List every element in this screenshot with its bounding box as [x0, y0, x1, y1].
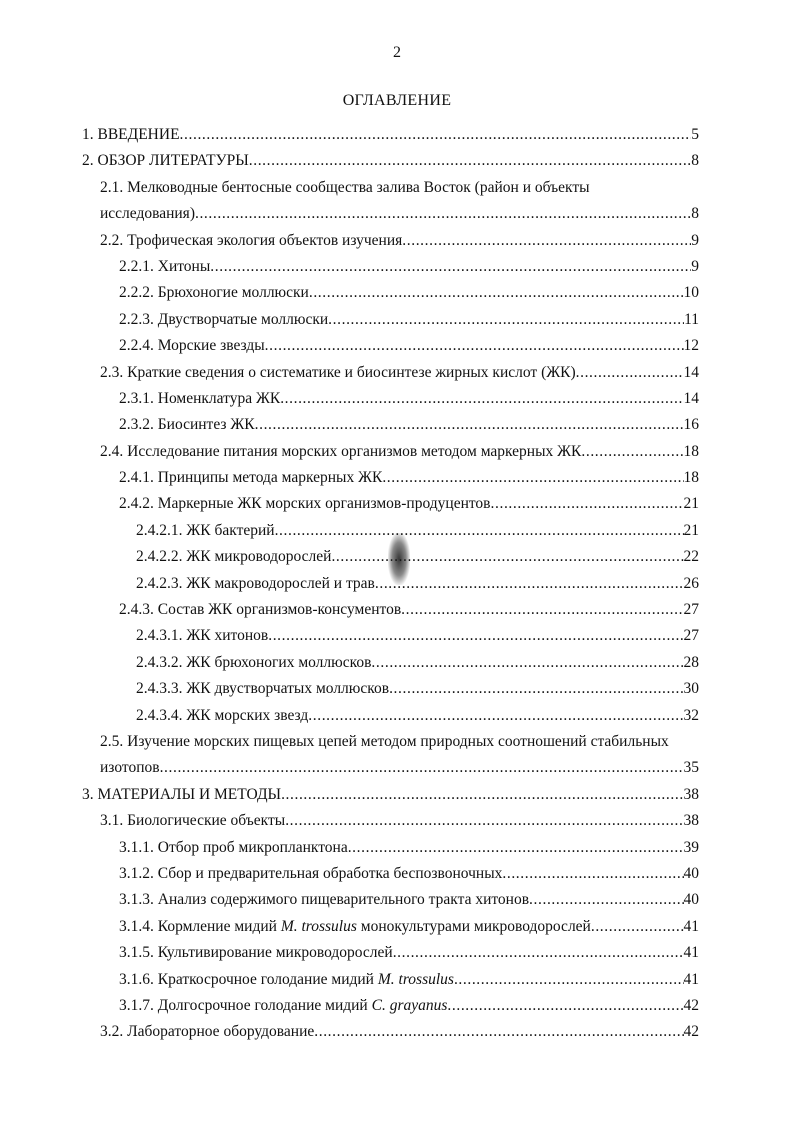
toc-entry[interactable] — [82, 623, 699, 649]
leader-dots — [348, 835, 684, 861]
toc-entry-text: 2.3.2. Биосинтез ЖК — [119, 416, 255, 434]
toc-entry-page: 27 — [683, 627, 699, 645]
toc-entry[interactable] — [82, 782, 699, 808]
toc-entry-page: 40 — [683, 864, 699, 882]
toc-entry[interactable] — [82, 544, 699, 570]
leader-dots — [375, 571, 684, 597]
toc-entry-page: 9 — [691, 231, 699, 249]
toc-entry-text: 2.3.1. Номенклатура ЖК — [119, 389, 281, 407]
toc-entry[interactable] — [82, 148, 699, 174]
toc-entry-text: 2.1. Мелководные бентосные сообщества залива Восток (район и объекты исследования) — [100, 178, 590, 223]
leader-dots — [491, 492, 684, 518]
toc-entry-page: 27 — [683, 601, 699, 619]
toc-entry-text: 3.1.5. Культивирование микроводорослей — [119, 944, 393, 962]
toc-entry-text: 2.4.2.3. ЖК макроводорослей и трав — [136, 574, 375, 592]
leader-dots — [529, 887, 683, 913]
toc-entry-text — [119, 993, 447, 1019]
toc-entry-text: 2. ОБЗОР ЛИТЕРАТУРЫ — [82, 152, 249, 170]
toc-entry-text: 2.4.2.1. ЖК бактерий — [136, 521, 275, 539]
toc-entry-text: 2.4.3. Состав ЖК организмов-консументов — [119, 601, 402, 619]
toc-entry-text: 2.5. Изучение морских пищевых цепей методом природных соотношений стабильных изотопов — [100, 733, 669, 777]
leader-dots — [454, 967, 684, 993]
toc-entry-text: 2.4.3.3. ЖК двустворчатых моллюсков — [136, 680, 390, 698]
toc-entry-text-part: монокультурами микроводорослей — [356, 917, 591, 935]
toc-entry-page: 9 — [691, 257, 699, 275]
toc-title: ОГЛАВЛЕНИЕ — [342, 92, 452, 109]
toc-entry[interactable] — [82, 861, 699, 887]
toc-entry-text: 2.2. Трофическая экология объектов изучения — [100, 231, 403, 249]
toc-entry-text: 3.1.1. Отбор проб микропланктона — [119, 838, 348, 856]
toc-entry-text: 2.4.3.2. ЖК брюхоногих моллюсков — [136, 653, 372, 671]
toc-entry[interactable] — [82, 703, 699, 729]
toc-entry[interactable] — [82, 1019, 699, 1045]
toc-entry[interactable] — [82, 122, 699, 148]
toc-entry-page: 38 — [683, 812, 699, 830]
toc-entry-text: 2.4.2. Маркерные ЖК морских организмов-продуцентов — [119, 495, 491, 513]
toc-entry[interactable] — [82, 835, 699, 861]
toc-entry-page: 41 — [683, 917, 699, 935]
toc-entry[interactable] — [82, 887, 699, 913]
toc-entry-text: 3. МАТЕРИАЛЫ И МЕТОДЫ — [82, 785, 282, 803]
leader-dots — [249, 148, 692, 174]
leader-dots — [309, 280, 684, 306]
leader-dots — [401, 597, 683, 623]
toc-entry[interactable] — [82, 492, 699, 518]
toc-entry[interactable] — [82, 360, 699, 386]
toc-entry[interactable] — [82, 967, 699, 993]
leader-dots — [314, 1019, 683, 1045]
toc-entry-page: 12 — [683, 337, 699, 355]
toc-entry-text: 2.4.2.2. ЖК микроводорослей — [136, 548, 332, 566]
toc-entry-page: 18 — [683, 469, 699, 487]
leader-dots — [280, 386, 683, 412]
toc-entry[interactable] — [82, 439, 699, 465]
toc-entry-text: 1. ВВЕДЕНИЕ — [82, 125, 180, 143]
leader-dots — [180, 122, 692, 148]
toc-entry-text: 2.4.1. Принципы метода маркерных ЖК — [119, 469, 383, 487]
toc-entry-page: 32 — [683, 706, 699, 724]
toc-entry-page: 42 — [683, 1023, 699, 1041]
toc-entry-page: 38 — [683, 785, 699, 803]
leader-dots — [581, 439, 683, 465]
page-number: 2 — [393, 44, 401, 61]
toc-entry[interactable] — [82, 254, 699, 280]
toc-entry-page: 18 — [683, 442, 699, 460]
toc-entry-page: 21 — [683, 521, 699, 539]
toc-entry-page: 35 — [683, 759, 699, 777]
toc-entry[interactable] — [82, 228, 699, 254]
toc-entry-page: 41 — [683, 970, 699, 988]
leader-dots — [576, 360, 684, 386]
toc-entry[interactable] — [82, 465, 699, 491]
toc-entry[interactable] — [82, 993, 699, 1019]
toc-entry-page: 28 — [683, 653, 699, 671]
toc-entry-page: 8 — [691, 152, 699, 170]
toc-entry[interactable] — [82, 333, 699, 359]
species-name: M. trossulus — [280, 917, 357, 935]
leader-dots — [265, 333, 684, 359]
leader-dots — [328, 307, 684, 333]
species-name: M. trossulus — [377, 970, 454, 988]
toc-entry-page: 42 — [683, 996, 699, 1014]
leader-dots — [210, 254, 691, 280]
toc-entry-page: 21 — [683, 495, 699, 513]
leader-dots — [393, 940, 684, 966]
leader-dots — [591, 914, 684, 940]
toc-entry-page: 16 — [683, 416, 699, 434]
toc-entry-page: 14 — [683, 389, 699, 407]
toc-entry-page: 10 — [683, 284, 699, 302]
toc-entry-text: 2.4.3.1. ЖК хитонов — [136, 627, 269, 645]
leader-dots — [268, 623, 683, 649]
toc-entry-text-part: 3.1.7. Долгосрочное голодание мидий — [119, 996, 372, 1014]
toc-entry[interactable] — [82, 650, 699, 676]
toc-entry-text: 3.1.2. Сбор и предварительная обработка беспозвоночных — [119, 864, 503, 882]
toc-entry[interactable] — [82, 175, 699, 228]
leader-dots — [402, 228, 691, 254]
toc-entry[interactable] — [82, 280, 699, 306]
leader-dots — [502, 861, 683, 887]
toc-entry-text: 2.2.4. Морские звезды — [119, 337, 265, 355]
toc-entry-page: 39 — [683, 838, 699, 856]
leader-dots — [371, 650, 683, 676]
toc-entry[interactable] — [82, 729, 699, 782]
toc-entry-page: 22 — [683, 548, 699, 566]
toc-entry[interactable] — [82, 412, 699, 438]
species-name: C. grayanus — [371, 996, 448, 1014]
toc-entry-page: 8 — [691, 205, 699, 223]
leader-dots — [308, 703, 683, 729]
toc-entry[interactable] — [82, 571, 699, 597]
toc-entry-text: 2.2.3. Двустворчатые моллюски — [119, 310, 329, 328]
toc-entry-text: 2.3. Краткие сведения о систематике и биосинтезе жирных кислот (ЖК) — [100, 363, 576, 381]
leader-dots — [331, 544, 683, 570]
leader-dots — [389, 676, 683, 702]
toc-entry-text: 2.2.1. Хитоны — [119, 257, 211, 275]
toc-entry[interactable] — [82, 518, 699, 544]
toc-entry-text: 2.2.2. Брюхоногие моллюски — [119, 284, 309, 302]
leader-dots — [281, 782, 683, 808]
toc-entry-text — [119, 914, 591, 940]
leader-dots — [275, 518, 684, 544]
toc-entry-text: 2.4. Исследование питания морских организмов методом маркерных ЖК — [100, 442, 582, 460]
toc-entry[interactable] — [82, 676, 699, 702]
toc-entry-text: 3.1.3. Анализ содержимого пищеварительного тракта хитонов — [119, 891, 530, 909]
toc-entry-page: 14 — [683, 363, 699, 381]
toc-entry-page: 5 — [691, 125, 699, 143]
leader-dots — [382, 465, 683, 491]
toc-entry-text: 3.2. Лабораторное оборудование — [100, 1023, 315, 1041]
toc-entry-text-part: 3.1.4. Кормление мидий — [119, 917, 281, 935]
toc-entry[interactable] — [82, 914, 699, 940]
toc-entry[interactable] — [82, 808, 699, 834]
toc-entry[interactable] — [82, 940, 699, 966]
toc-entry[interactable] — [82, 597, 699, 623]
toc-entry-page: 40 — [683, 891, 699, 909]
toc-entry-page: 26 — [683, 574, 699, 592]
toc-entry-page: 41 — [683, 944, 699, 962]
leader-dots — [447, 993, 683, 1019]
toc-entry[interactable] — [82, 386, 699, 412]
toc-entry-text: 3.1. Биологические объекты — [100, 812, 286, 830]
toc-entry-text: 2.4.3.4. ЖК морских звезд — [136, 706, 309, 724]
toc-entry-page: 11 — [684, 310, 699, 328]
toc-entry-text — [119, 967, 454, 993]
toc-entry[interactable] — [82, 307, 699, 333]
leader-dots — [285, 808, 683, 834]
toc-entry-page: 30 — [683, 680, 699, 698]
leader-dots — [255, 412, 684, 438]
toc-entry-text-part: 3.1.6. Краткосрочное голодание мидий — [119, 970, 378, 988]
table-of-contents — [82, 122, 699, 1046]
